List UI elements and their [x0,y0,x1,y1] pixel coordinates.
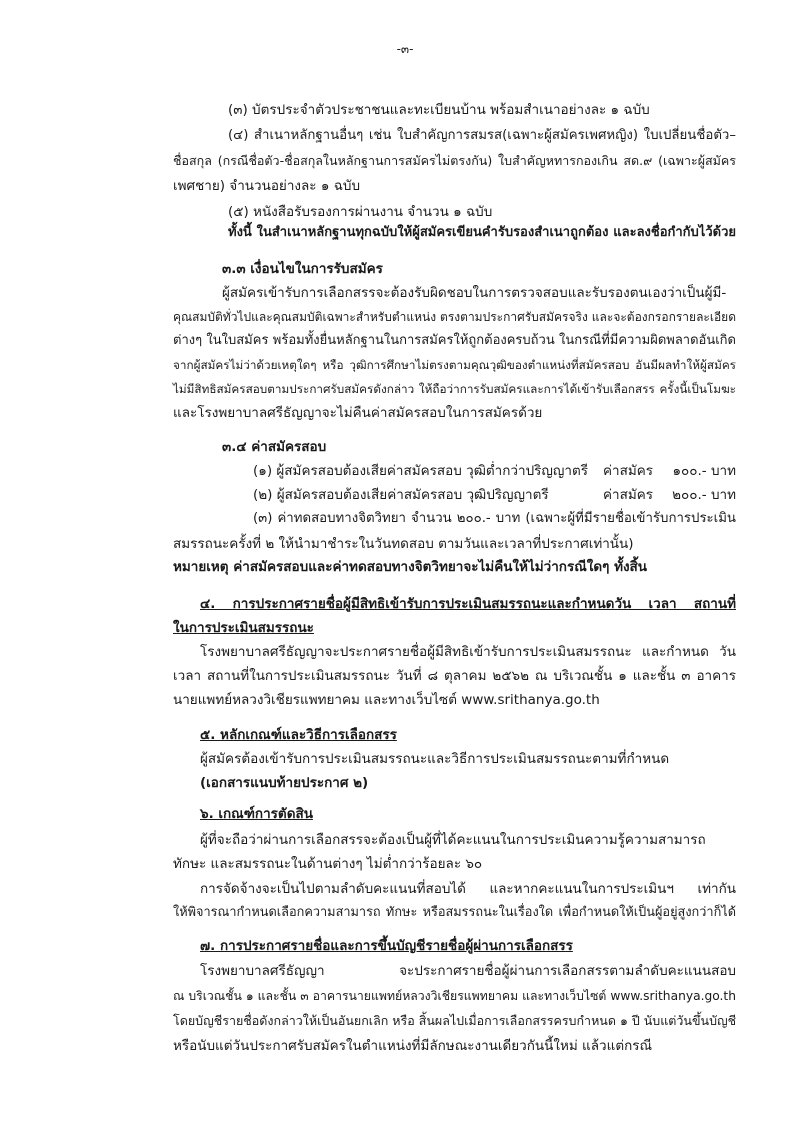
section-7-heading: ๗. การประกาศรายชื่อและการขึ้นบัญชีรายชื่อผู้ผ่านการเลือกสรร [200,938,573,954]
section-3-3-line-3: ต่างๆ ในใบสมัคร พร้อมทั้งยื่นหลักฐานในการสมัครให้ถูกต้องครบถ้วน ในกรณีที่มีความผิดพลาดอันเกิด [173,333,736,348]
fee-3-line-2: สมรรถนะครั้งที่ ๒ ให้นำมาชำระในวันทดสอบ ตามวันและเวลาที่ประกาศเท่านั้น) [173,536,634,552]
fee-1-description: (๑) ผู้สมัครสอบต้องเสียค่าสมัครสอบ วุฒิต่ำกว่าปริญญาตรี [253,463,588,479]
section-7-line-1: โรงพยาบาลศรีธัญญา จะประกาศรายชื่อผู้ผ่านการเลือกสรรตามลำดับคะแนนสอบ [200,963,736,979]
section-3-3-line-5: ไม่มีสิทธิสมัครสอบตามประกาศรับสมัครดังกล่าว ให้ถือว่าการรับสมัครและการได้เข้ารับเลือกสรร ครั้งนี้เป็นโมฆะ [173,382,736,396]
section-6-line-3: การจัดจ้างจะเป็นไปตามลำดับคะแนนที่สอบได้ และหากคะแนนในการประเมินฯ เท่ากัน [200,881,736,897]
fee-2-label: ค่าสมัคร [603,487,654,503]
section-4-heading-line-2: ในการประเมินสมรรถนะ [173,620,314,636]
section-4-line-3: นายแพทย์หลวงวิเชียรแพทยาคม และทางเว็บไซต์ www.srithanya.go.th [173,692,600,708]
section-6-line-4: ให้พิจารณากำหนดเลือกความสามารถ ทักษะ หรือสมรรถนะในเรื่องใด เพื่อกำหนดให้เป็นผู้อยู่สูงกว่าก็ได้ [173,905,736,920]
doc-item-3: (๓) บัตรประจำตัวประชาชนและทะเบียนบ้าน พร้อมสำเนาอย่างละ ๑ ฉบับ [228,102,650,118]
fee-2-description: (๒) ผู้สมัครสอบต้องเสียค่าสมัครสอบ วุฒิปริญญาตรี [253,487,549,503]
section-6-line-2: ทักษะ และสมรรถนะในด้านต่างๆ ไม่ต่ำกว่าร้อยละ ๖๐ [173,856,483,872]
section-4-line-1: โรงพยาบาลศรีธัญญาจะประกาศรายชื่อผู้มีสิทธิเข้ารับการประเมินสมรรถนะ และกำหนด วัน [200,644,736,660]
section-5-line-1: ผู้สมัครต้องเข้ารับการประเมินสมรรถนะและวิธีการประเมินสมรรถนะตามที่กำหนด [200,751,670,767]
section-3-3-line-1: ผู้สมัครเข้ารับการเลือกสรรจะต้องรับผิดชอบในการตรวจสอบและรับรองตนเองว่าเป็นผู้มี- [222,285,727,301]
section-4-heading-line-1: ๔. การประกาศรายชื่อผู้มีสิทธิเข้ารับการประเมินสมรรถนะและกำหนดวัน เวลา สถานที่ [200,596,736,612]
section-5-line-2: (เอกสารแนบท้ายประกาศ ๒) [200,775,369,791]
doc-item-4-line-1: (๔) สำเนาหลักฐานอื่นๆ เช่น ใบสำคัญการสมรส(เฉพาะผู้สมัครเพศหญิง) ใบเปลี่ยนชื่อตัว– [228,128,736,143]
docs-certify-note: ทั้งนี้ ในสำเนาหลักฐานทุกฉบับให้ผู้สมัครเขียนคำรับรองสำเนาถูกต้อง และลงชื่อกำกับไว้ด้วย [228,225,736,240]
section-3-3-line-2: คุณสมบัติทั่วไปและคุณสมบัติเฉพาะสำหรับตำแหน่ง ตรงตามประกาศรับสมัครจริง และจะต้องกรอกรายละเอียด [173,310,736,324]
section-3-3-line-4: จากผู้สมัครไม่ว่าด้วยเหตุใดๆ หรือ วุฒิการศึกษาไม่ตรงตามคุณวุฒิของตำแหน่งที่สมัครสอบ อันมีผลทำให้ผู้สมัคร [173,358,736,372]
doc-item-5: (๕) หนังสือรับรองการผ่านงาน จำนวน ๑ ฉบับ [228,204,493,220]
page-number: -๓- [396,42,414,56]
section-6-heading: ๖. เกณฑ์การตัดสิน [200,806,313,822]
section-3-3-line-6: และโรงพยาบาลศรีธัญญาจะไม่คืนค่าสมัครสอบในการสมัครด้วย [173,405,543,421]
fee-2-amount: ๒๐๐.- บาท [672,487,736,503]
fee-1-amount: ๑๐๐.- บาท [672,463,736,479]
section-7-line-2: ณ บริเวณชั้น ๑ และชั้น ๓ อาคารนายแพทย์หลวงวิเชียรแพทยาคม และทางเว็บไซต์ www.srithanya.go.th [173,989,736,1003]
fee-3-line-1: (๓) ค่าทดสอบทางจิตวิทยา จำนวน ๒๐๐.- บาท (เฉพาะผู้ที่มีรายชื่อเข้ารับการประเมิน [253,511,736,526]
section-7-line-3: โดยบัญชีรายชื่อดังกล่าวให้เป็นอันยกเลิก หรือ สิ้นผลไปเมื่อการเลือกสรรครบกำหนด ๑ ปี นับแต่วันขึ้นบัญชี [173,1013,737,1028]
section-5-heading: ๕. หลักเกณฑ์และวิธีการเลือกสรร [200,727,397,743]
section-4-line-2: เวลา สถานที่ในการประเมินสมรรถนะ วันที่ ๘ ตุลาคม ๒๕๖๒ ณ บริเวณชั้น ๑ และชั้น ๓ อาคาร [173,668,736,684]
section-7-line-4: หรือนับแต่วันประกาศรับสมัครในตำแหน่งที่มีลักษณะงานเดียวกันนี้ใหม่ แล้วแต่กรณี [173,1038,653,1054]
section-6-line-1: ผู้ที่จะถือว่าผ่านการเลือกสรรจะต้องเป็นผู้ที่ได้คะแนนในการประเมินความรู้ความสามารถ [200,832,706,848]
fee-1-label: ค่าสมัคร [603,463,654,479]
fee-remark: หมายเหตุ ค่าสมัครสอบและค่าทดสอบทางจิตวิทยาจะไม่คืนให้ไม่ว่ากรณีใดๆ ทั้งสิ้น [173,559,648,575]
doc-item-4-line-2: ชื่อสกุล (กรณีชื่อตัว-ชื่อสกุลในหลักฐานการสมัครไม่ตรงกัน) ใบสำคัญหทารกองเกิน สด.๙ (เฉพาะผู้สมัคร [173,153,736,168]
section-3-3-heading: ๓.๓ เงื่อนไขในการรับสมัคร [222,261,383,277]
section-3-4-heading: ๓.๔ ค่าสมัครสอบ [222,439,327,455]
doc-item-4-line-3: เพศชาย) จำนวนอย่างละ ๑ ฉบับ [173,178,361,194]
